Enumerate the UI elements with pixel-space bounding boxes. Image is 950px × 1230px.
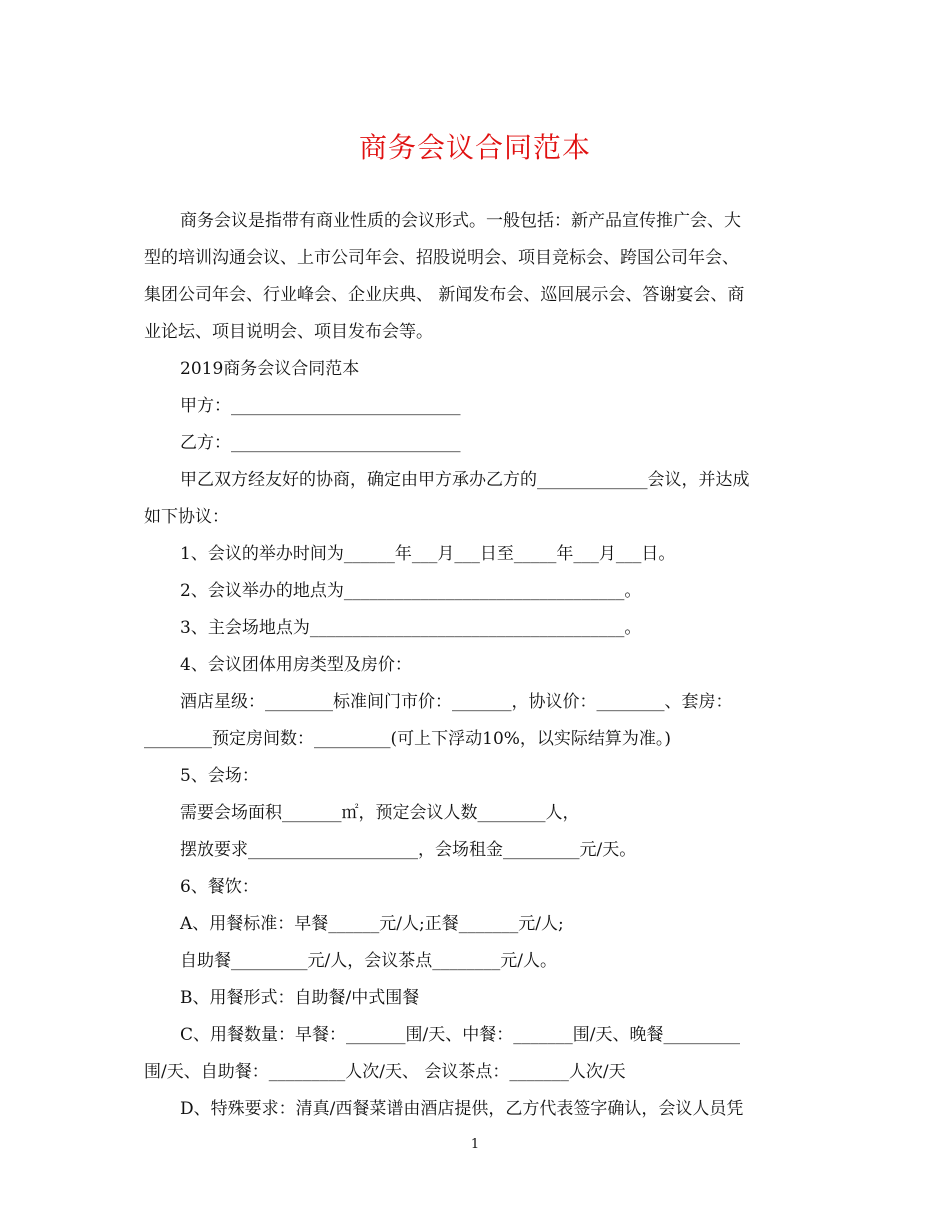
- special-requirements-line: D、特殊要求：清真/西餐菜谱由酒店提供，乙方代表签字确认，会议人员凭: [180, 1099, 744, 1119]
- clause-1-time: 1、会议的举办时间为______年___月___日至_____年___月___日。: [180, 544, 676, 564]
- catering-standard-line-2: 自助餐_________元/人，会议茶点________元/人。: [180, 951, 557, 971]
- catering-quantity-line-2: 围/天、自助餐：_________人次/天、 会议茶点：_______人次/天: [144, 1062, 626, 1082]
- hotel-rates-line-1: 酒店星级：________标准间门市价：_______，协议价：________、套房：: [180, 692, 733, 712]
- page-number: 1: [470, 1137, 480, 1152]
- agreement-line-2: 如下协议：: [144, 507, 229, 527]
- intro-line-3: 集团公司年会、行业峰会、企业庆典、 新闻发布会、巡回展示会、答谢宴会、商: [144, 285, 745, 305]
- clause-3-main-venue: 3、主会场地点为_____________________________________。: [180, 618, 642, 638]
- clause-6-catering: 6、餐饮：: [180, 877, 259, 897]
- party-a-line: 甲方：___________________________: [180, 396, 461, 416]
- intro-line-4: 业论坛、项目说明会、项目发布会等。: [144, 322, 433, 342]
- venue-layout-line: 摆放要求____________________，会场租金_________元/天。: [180, 840, 637, 860]
- intro-line-1: 商务会议是指带有商业性质的会议形式。一般包括：新产品宣传推广会、大: [180, 211, 741, 231]
- venue-area-line: 需要会场面积_______㎡，预定会议人数________人，: [180, 803, 580, 823]
- catering-standard-line-1: A、用餐标准：早餐______元/人;正餐_______元/人;: [180, 914, 564, 934]
- document-title: 商务会议合同范本: [358, 131, 591, 164]
- clause-2-location: 2、会议举办的地点为_________________________________。: [180, 581, 642, 601]
- hotel-rates-line-2: ________预定房间数：_________(可上下浮动10%，以实际结算为准。): [144, 729, 672, 749]
- clause-4-rooms: 4、会议团体用房类型及房价：: [180, 655, 412, 675]
- clause-5-venue: 5、会场：: [180, 766, 259, 786]
- catering-form-line: B、用餐形式：自助餐/中式围餐: [180, 988, 420, 1008]
- agreement-line-1: 甲乙双方经友好的协商，确定由甲方承办乙方的_____________会议，并达成: [180, 470, 750, 490]
- party-b-line: 乙方：___________________________: [180, 433, 461, 453]
- contract-heading: 2019商务会议合同范本: [180, 359, 360, 379]
- catering-quantity-line-1: C、用餐数量：早餐：_______围/天、中餐：_______围/天、晚餐_________: [180, 1025, 740, 1045]
- intro-line-2: 型的培训沟通会议、上市公司年会、招股说明会、项目竞标会、跨国公司年会、: [144, 248, 739, 268]
